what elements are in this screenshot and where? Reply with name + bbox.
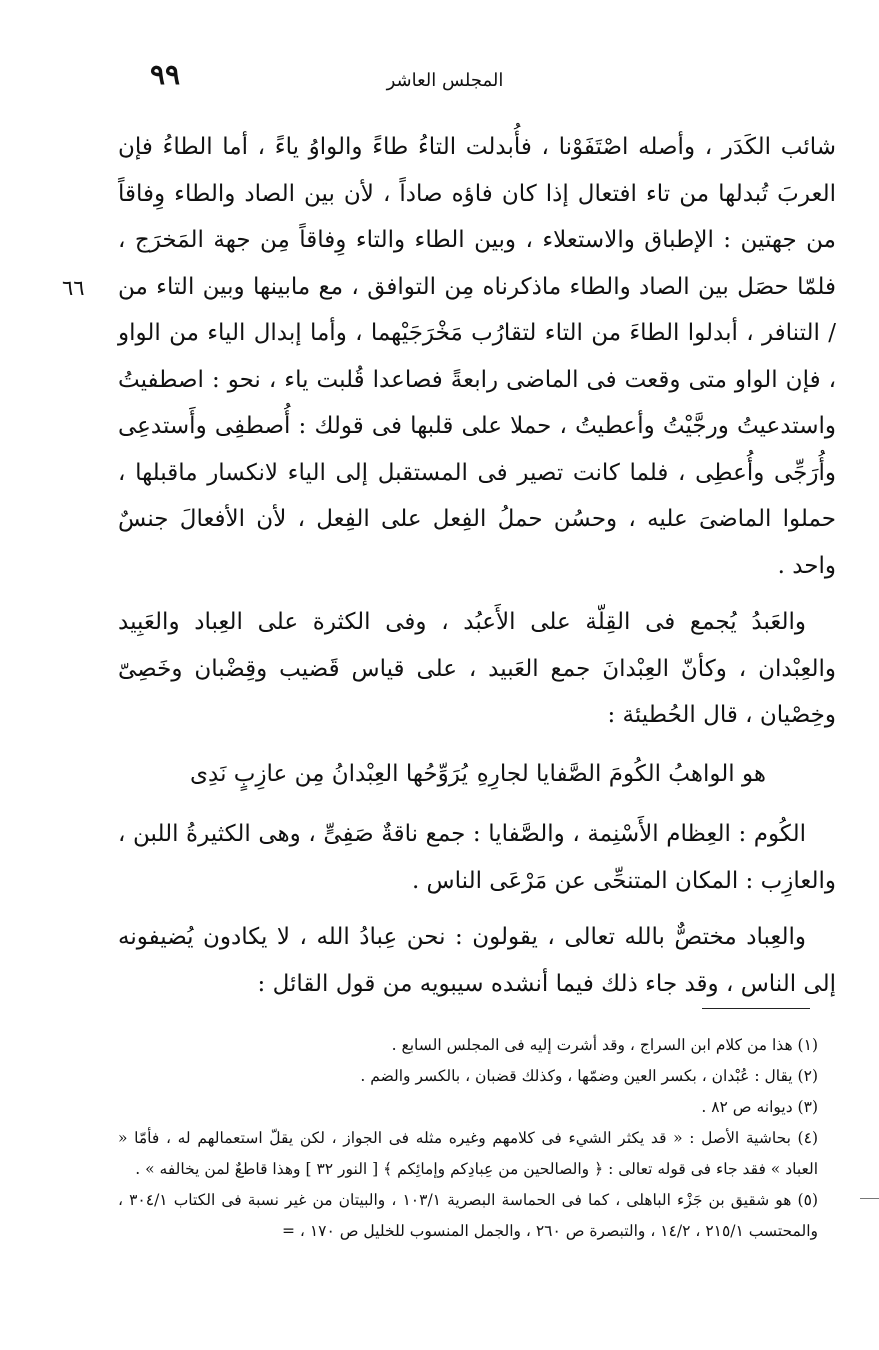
footnote-2: (٢) يقال : عُبْدان ، بكسر العين وضمّها ، وكذلك قضبان ، بالكسر والضم .	[360, 1067, 818, 1085]
verse-first-hemistich: هو الواهبُ الكُومَ الصَّفايا لجارِهِ	[476, 760, 766, 787]
verse-second-hemistich: يُرَوِّحُها العِبْدانُ مِن عازِبٍ نَدِى	[190, 760, 468, 787]
page-number: ٩٩	[150, 58, 181, 91]
source-page-marker: ٦٦	[62, 276, 85, 300]
footnote-1: (١) هذا من كلام ابن السراج ، وقد أشرت إليه فى المجلس السابع .	[391, 1036, 818, 1054]
footnote-5: (٥) هو شقيق بن جَزْء الباهلى ، كما فى الحماسة البصرية ١٠٣/١ ، والبيتان من غير نسبة فى الكتاب ٣٠٤/١ ، والمحتسب ٢١٥/١ ، ١٤/٢ ، والتبصرة ص ٢٦٠ ، والجمل المنسوب للخليل ص ١٧٠ ، =	[118, 1191, 818, 1240]
footnote-separator	[702, 1008, 810, 1009]
paragraph-3: الكُوم : العِظام الأَسْنِمة ، والصَّفايا : جمع ناقةٌ صَفِىٍّ ، وهى الكثيرةُ اللبن ، والعازِب : المكان المتنحِّى عن مَرْعَى الناس .	[118, 821, 836, 894]
paragraph-2: والعَبدُ يُجمع فى القِلّة على الأَعبُد ، وفى الكثرة على العِباد والعَبِيد والعِبْدان ، وكأنّ العِبْدانَ جمع العَبيد ، على قياس قَضيب وقِضْبان وخَصِىّ وخِصْيان ، قال الحُطيئة :	[118, 609, 836, 728]
footnote-3: (٣) ديوانه ص ٨٢ .	[701, 1098, 818, 1116]
footnotes	[118, 1030, 818, 1247]
margin-mark	[860, 1198, 879, 1199]
poetry-verse	[118, 751, 836, 798]
running-head: المجلس العاشر	[386, 70, 504, 91]
paragraph-1: شائب الكَدَر ، وأصله اصْتَفَوْنا ، فأُبدلت التاءُ طاءً والواوُ ياءً ، أما الطاءُ فإن العربَ تُبدلها من تاء افتعال إذا كان فاؤه صاداً ، لأن بين الصاد والطاء وِفاقاً من جهتين : الإطباق والاستعلاء ، وبين الطاء والتاء وِفاقاً مِن جهة المَخرَج ، فلمّا حصَل بين الصاد والطاء ماذكرناه مِن التوافق ، مع مابينها وبين التاء من / التنافر ، أبدلوا الطاءَ من التاء لتقارُب مَخْرَجَيْهما ، وأما إبدال الياء من الواو ، فإن الواو متى وقعت فى الماضى رابعةً فصاعدا قُلبت ياء ، نحو : اصطفيتُ واستدعيتُ ورجَّيْتُ وأعطيتُ ، حملا على قلبها فى قولك : أُصطفِى وأَستدعِى وأُرَجِّى وأُعطِى ، فلما كانت تصير فى المستقبل إلى الياء لانكسار ماقبلها ، حملوا الماضىَ عليه ، وحسُن حملُ الفِعل على الفِعل ، لأن الأفعالَ جنسٌ واحد .	[118, 134, 836, 579]
paragraph-4: والعِباد مختصٌّ بالله تعالى ، يقولون : نحن عِبادُ الله ، لا يكادون يُضيفونه إلى الناس ، وقد جاء ذلك فيما أنشده سيبويه من قول القائل :	[118, 924, 836, 997]
main-text	[118, 124, 836, 1007]
footnote-4: (٤) بحاشية الأصل : « قد يكثر الشيء فى كلامهم وغيره مثله فى الجواز ، لكن يقلّ استعمالهم له ، فأمّا « العباد » فقد جاء فى قوله تعالى : ﴿ والصالحين من عِبادِكم وإمائِكم ﴾ [ النور ٣٢ ] وهذا قاطعٌ لمن يخالفه » .	[118, 1129, 818, 1178]
